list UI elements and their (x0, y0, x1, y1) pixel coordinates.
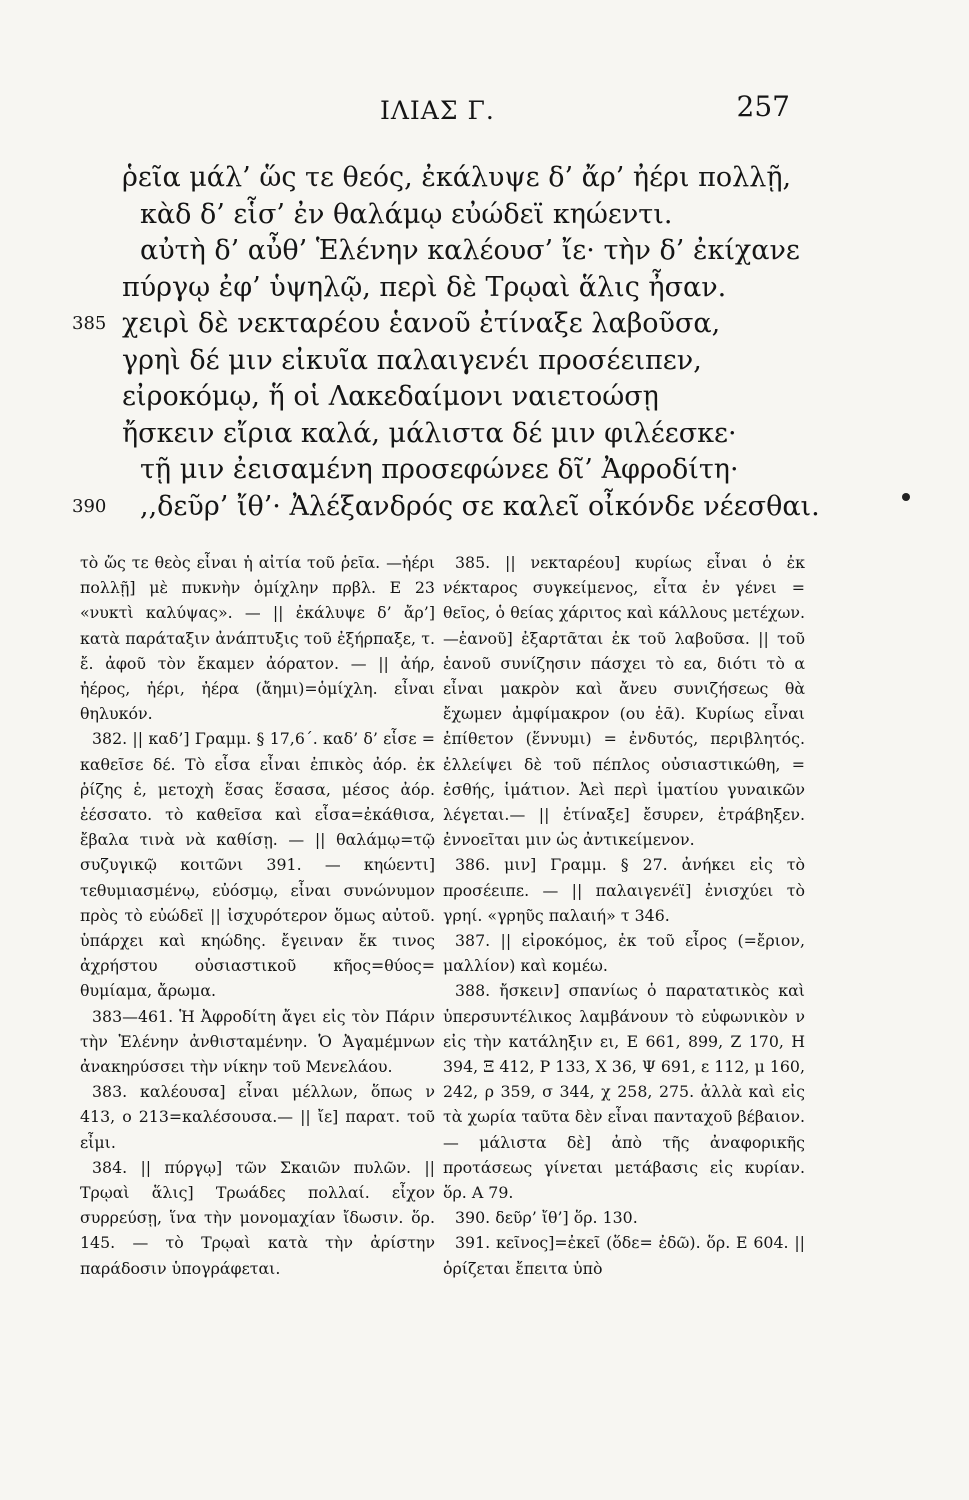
verse-line (72, 306, 832, 343)
commentary-note: τὸ ὥς τε θεὸς εἶναι ἡ αἰτία τοῦ ῥεῖα. —ἠέρι πολλῇ] μὲ πυκνὴν ὁμίχλην πρβλ. Ε 23 «νυκτὶ καλύψας». — || ἐκάλυψε δ’ ἄρ’] κατὰ παράταξιν ἀνάπτυξις τοῦ ἐξήρπαξε, τ. ἔ. ἀφοῦ τὸν ἔκαμεν ἀόρατον. — || ἀήρ, ἠέρος, ἠέρι, ἠέρα (ἄημι)=ὁμίχλη. εἶναι θηλυκόν. (80, 553, 435, 724)
verse-text: γρηὶ δέ μιν εἰκυῖα παλαιγενέι προσέειπεν, (122, 344, 702, 376)
verse-number: 385 (72, 313, 107, 334)
commentary-note: 384. || πύργῳ] τῶν Σκαιῶν πυλῶν. || Τρῳαὶ ἅλις] Τρωάδες πολλαί. εἶχον συρρεύσῃ, ἵνα τὴν μονομαχίαν ἴδωσιν. ὅρ. 145. — τὸ Τρῳαὶ κατὰ τὴν ἀρίστην παράδοσιν ὑπογράφεται. (80, 1157, 435, 1278)
verse-line (72, 197, 832, 234)
verse-line (72, 270, 832, 307)
commentary-note: 391. κεῖνος]=ἐκεῖ (ὅδε= ἐδῶ). ὅρ. Ε 604. || ὁρίζεται ἔπειτα ὑπὸ (443, 1233, 805, 1278)
verse-text: ἤσκειν εἴρια καλά, μάλιστα δέ μιν φιλέεσκε· (122, 417, 737, 449)
verse-line (72, 160, 832, 197)
verse-number: 390 (72, 495, 107, 517)
commentary-note: 383—461. Ἡ Ἀφροδίτη ἄγει εἰς τὸν Πάριν τὴν Ἑλένην ἀνθισταμένην. Ὁ Ἀγαμέμνων ἀνακηρύσσει τὴν νίκην τοῦ Μενελάου. (80, 1006, 435, 1077)
verse-line (72, 452, 832, 489)
verse-text: εἰροκόμῳ, ἥ οἱ Λακεδαίμονι ναιετοώσῃ (122, 381, 659, 412)
verse-line (72, 379, 832, 416)
commentary-note: 382. || καδ’] Γραμμ. § 17,6΄. καδ’ δ’ εἷσε = καθεῖσε δέ. Τὸ εἷσα εἶναι ἐπικὸς ἀόρ. ἐκ ῥίζης ἑ, μετοχὴ ἕσας ἕσασα, μέσος ἀόρ. ἑέσσατο. τὸ καθεῖσα καὶ εἷσα=ἐκάθισα, ἔβαλα τινὰ νὰ καθίσῃ. — || θαλάμῳ=τῷ συζυγικῷ κοιτῶνι 391. — κηώεντι] τεθυμιασμένῳ, εὐόσμῳ, εἶναι συνώνυμον πρὸς τὸ εὐώδεϊ || ἰσχυρότερον ὅμως αὐτοῦ. ὑπάρχει καὶ κηώδης. ἔγειναν ἔκ τινος ἀχρήστου οὐσιαστικοῦ κῆος=θύος= θυμίαμα, ἄρωμα. (80, 729, 435, 1001)
verse-text: πύργῳ ἐφ’ ὑψηλῷ, περὶ δὲ Τρῳαὶ ἅλις ἦσαν. (122, 271, 727, 303)
verse-text: ῥεῖα μάλ’ ὥς τε θεός, ἐκάλυψε δ’ ἄρ’ ἠέρι πολλῇ, (122, 162, 792, 193)
commentary-note: 388. ἤσκειν] σπανίως ὁ παρατατικὸς καὶ ὑπερσυντέλικος λαμβάνουν τὸ εὐφωνικὸν ν εἰς τὴν κατάληξιν ει, Ε 661, 899, Ζ 170, Η 394, Ξ 412, Ρ 133, Χ 36, Ψ 691, ε 112, μ 160, 242, ρ 359, σ 344, χ 258, 275. ἀλλὰ καὶ εἰς τὰ χωρία ταῦτα δὲν εἶναι πανταχοῦ βέβαιον. — μάλιστα δὲ] ἀπὸ τῆς ἀναφορικῆς προτάσεως γίνεται μετάβασις εἰς κυρίαν. ὅρ. Α 79. (443, 981, 805, 1203)
page-number: 257 (736, 90, 790, 123)
commentary-left-column (80, 550, 435, 1281)
verse-line (72, 233, 832, 270)
commentary-right-column (443, 550, 805, 1281)
verse-text: κὰδ δ’ εἷσ’ ἐν θαλάμῳ εὐώδεϊ κηώεντι. (140, 198, 673, 230)
commentary-note: 383. καλέουσα] εἶναι μέλλων, ὅπως ν 413, ο 213=καλέσουσα.— || ἴε] παρατ. τοῦ εἶμι. (80, 1082, 435, 1152)
verse-text: αὐτὴ δ’ αὖθ’ Ἑλένην καλέουσ’ ἴε· τὴν δ’ ἐκίχανε (140, 235, 800, 266)
page-header (118, 90, 790, 136)
verse-line (72, 489, 832, 526)
verse-line (72, 343, 832, 380)
margin-dot (902, 493, 910, 501)
verse-text: ,,δεῦρ’ ἴθ’· Ἀλέξανδρός σε καλεῖ οἶκόνδε νέεσθαι. (140, 490, 820, 522)
verse-text: χειρὶ δὲ νεκταρέου ἑανοῦ ἐτίναξε λαβοῦσα, (122, 308, 721, 339)
verse-text: τῇ μιν ἐεισαμένη προσεφώνεε δῖ’ Ἀφροδίτη· (140, 454, 739, 485)
commentary-note: 385. || νεκταρέου] κυρίως εἶναι ὁ ἐκ νέκταρος συγκείμενος, εἶτα ἐν γένει = θεῖος, ὁ θείας χάριτος καὶ κάλλους μετέχων.—ἑανοῦ] ἐξαρτᾶται ἐκ τοῦ λαβοῦσα. || τοῦ ἑανοῦ συνίζησιν πάσχει τὸ εα, διότι τὸ α εἶναι μακρὸν καὶ ἄνευ συνιζήσεως θὰ ἔχωμεν ἀμφίμακρον (ου ἑᾶ). Κυρίως εἶναι ἐπίθετον (ἕννυμι) = ἐνδυτός, περιβλητός. ἐλλείψει δὲ τοῦ πέπλος οὐσιαστικώθη, = ἐσθής, ἱμάτιον. Ἀεὶ περὶ ἱματίου γυναικῶν λέγεται.— || ἐτίναξε] ἔσυρεν, ἐτράβηξεν. ἐννοεῖται μιν ὡς ἀντικείμενον. (443, 553, 805, 850)
running-title: ΙΛΙΑΣ Γ. (380, 96, 495, 125)
commentary-note: 386. μιν] Γραμμ. § 27. ἀνήκει εἰς τὸ προσέειπε. — || παλαιγενέϊ] ἐνισχύει τὸ γρηί. «γρηῦς παλαιή» τ 346. (443, 855, 805, 925)
verse-line (72, 416, 832, 453)
commentary-note: 387. || εἰροκόμος, ἐκ τοῦ εἶρος (=ἔριον, μαλλίον) καὶ κομέω. (443, 931, 805, 976)
verse-block (72, 160, 832, 525)
commentary-note: 390. δεῦρ’ ἴθ’] ὅρ. 130. (455, 1208, 638, 1228)
